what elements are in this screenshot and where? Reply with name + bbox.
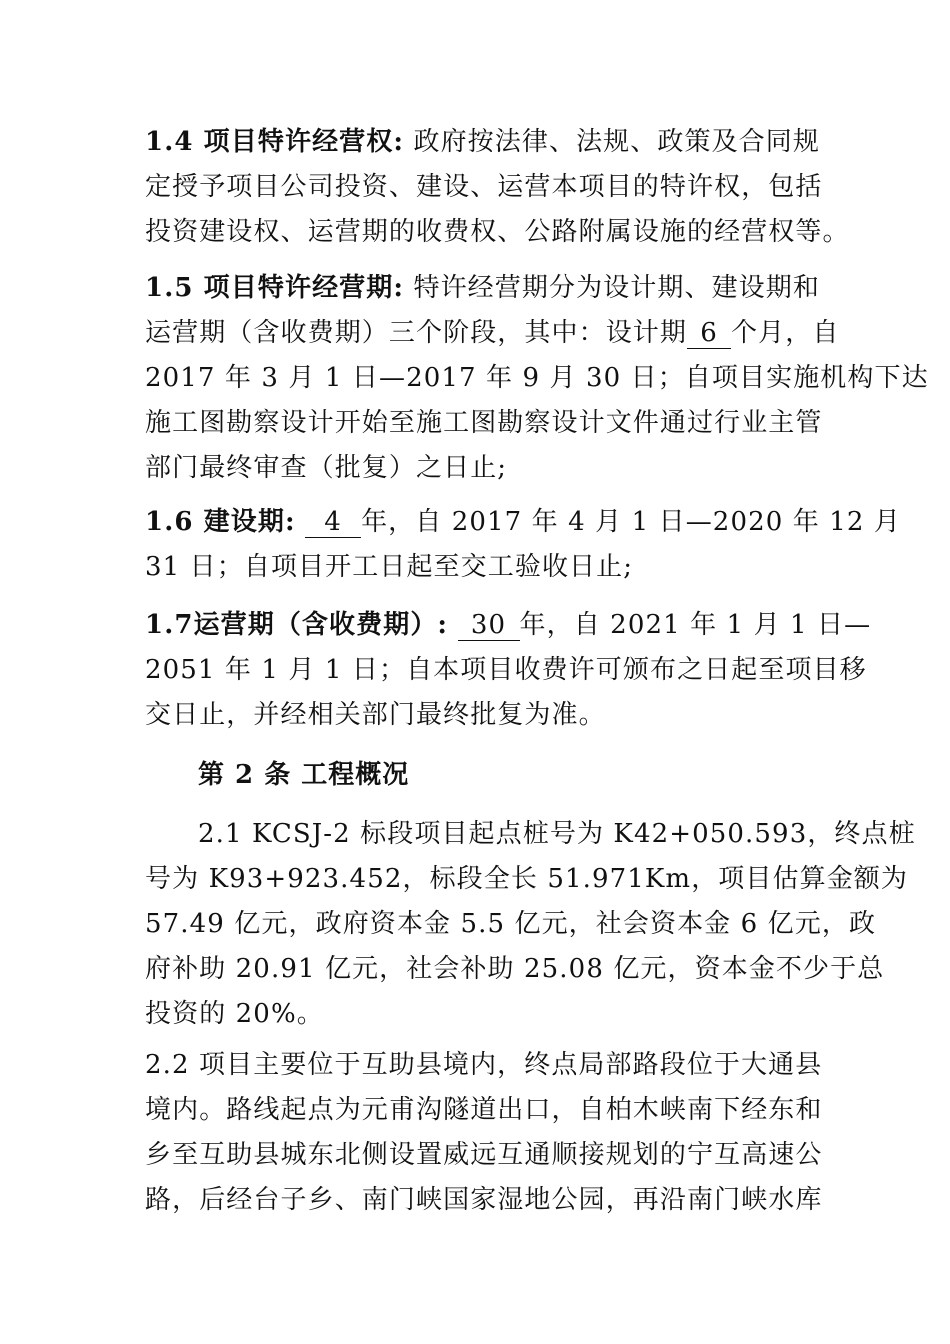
section-1-5-text: 2017 年 3 月 1 日—2017 年 9 月 30 日；自项目实施机构下达	[145, 363, 929, 393]
section-1-4	[145, 120, 850, 255]
section-1-5	[145, 266, 929, 491]
section-1-7	[145, 603, 872, 738]
section-2-2-text: 2.2 项目主要位于互助县境内，终点局部路段位于大通县	[145, 1050, 823, 1080]
section-2-1-text: 2.1 KCSJ-2 标段项目起点桩号为 K42+050.593，终点桩	[198, 819, 916, 849]
section-1-5-text: 部门最终审查（批复）之日止;	[145, 453, 508, 483]
section-1-4-label: 1.4 项目特许经营权:	[145, 127, 405, 157]
section-2-1-text: 府补助 20.91 亿元，社会补助 25.08 亿元，资本金不少于总	[145, 954, 885, 984]
section-2-1-text: 号为 K93+923.452，标段全长 51.971Km，项目估算金额为	[145, 864, 908, 894]
section-2-1-text: 投资的 20%。	[145, 999, 324, 1029]
section-1-6-text: 年，自 2017 年 4 月 1 日—2020 年 12 月	[361, 507, 901, 537]
section-2-2-text: 乡至互助县城东北侧设置威远互通顺接规划的宁互高速公	[145, 1140, 823, 1170]
section-2-2	[145, 1043, 823, 1223]
section-1-7-text: 交日止，并经相关部门最终批复为准。	[145, 700, 606, 730]
section-1-6-label: 1.6 建设期:	[145, 507, 296, 537]
section-1-7-label: 1.7运营期（含收费期）:	[145, 610, 449, 640]
construction-period-years: 4	[305, 507, 361, 538]
article-2-heading: 第 2 条 工程概况	[198, 760, 410, 790]
section-2-1-text: 57.49 亿元，政府资本金 5.5 亿元，社会资本金 6 亿元，政	[145, 909, 877, 939]
section-1-5-text: 运营期（含收费期）三个阶段，其中：设计期	[145, 318, 688, 348]
section-1-5-label: 1.5 项目特许经营期:	[145, 273, 405, 303]
section-1-4-text: 投资建设权、运营期的收费权、公路附属设施的经营权等。	[145, 217, 850, 247]
section-1-6-text: 31 日；自项目开工日起至交工验收日止;	[145, 552, 634, 582]
section-1-6	[145, 500, 901, 590]
section-1-5-text: 特许经营期分为设计期、建设期和	[413, 273, 820, 303]
operation-period-years: 30	[458, 610, 520, 641]
section-1-5-text: 施工图勘察设计开始至施工图勘察设计文件通过行业主管	[145, 408, 823, 438]
section-1-4-text: 政府按法律、法规、政策及合同规	[413, 127, 820, 157]
section-1-7-text: 2051 年 1 月 1 日；自本项目收费许可颁布之日起至项目移	[145, 655, 867, 685]
section-1-4-text: 定授予项目公司投资、建设、运营本项目的特许权，包括	[145, 172, 823, 202]
section-2-2-text: 路，后经台子乡、南门峡国家湿地公园，再沿南门峡水库	[145, 1185, 823, 1215]
design-period-months: 6	[687, 318, 731, 349]
section-1-7-text: 年，自 2021 年 1 月 1 日—	[519, 610, 872, 640]
section-2-2-text: 境内。路线起点为元甫沟隧道出口，自柏木峡南下经东和	[145, 1095, 823, 1125]
section-2-1	[145, 812, 916, 1037]
section-1-5-text: 个月，自	[731, 318, 840, 348]
